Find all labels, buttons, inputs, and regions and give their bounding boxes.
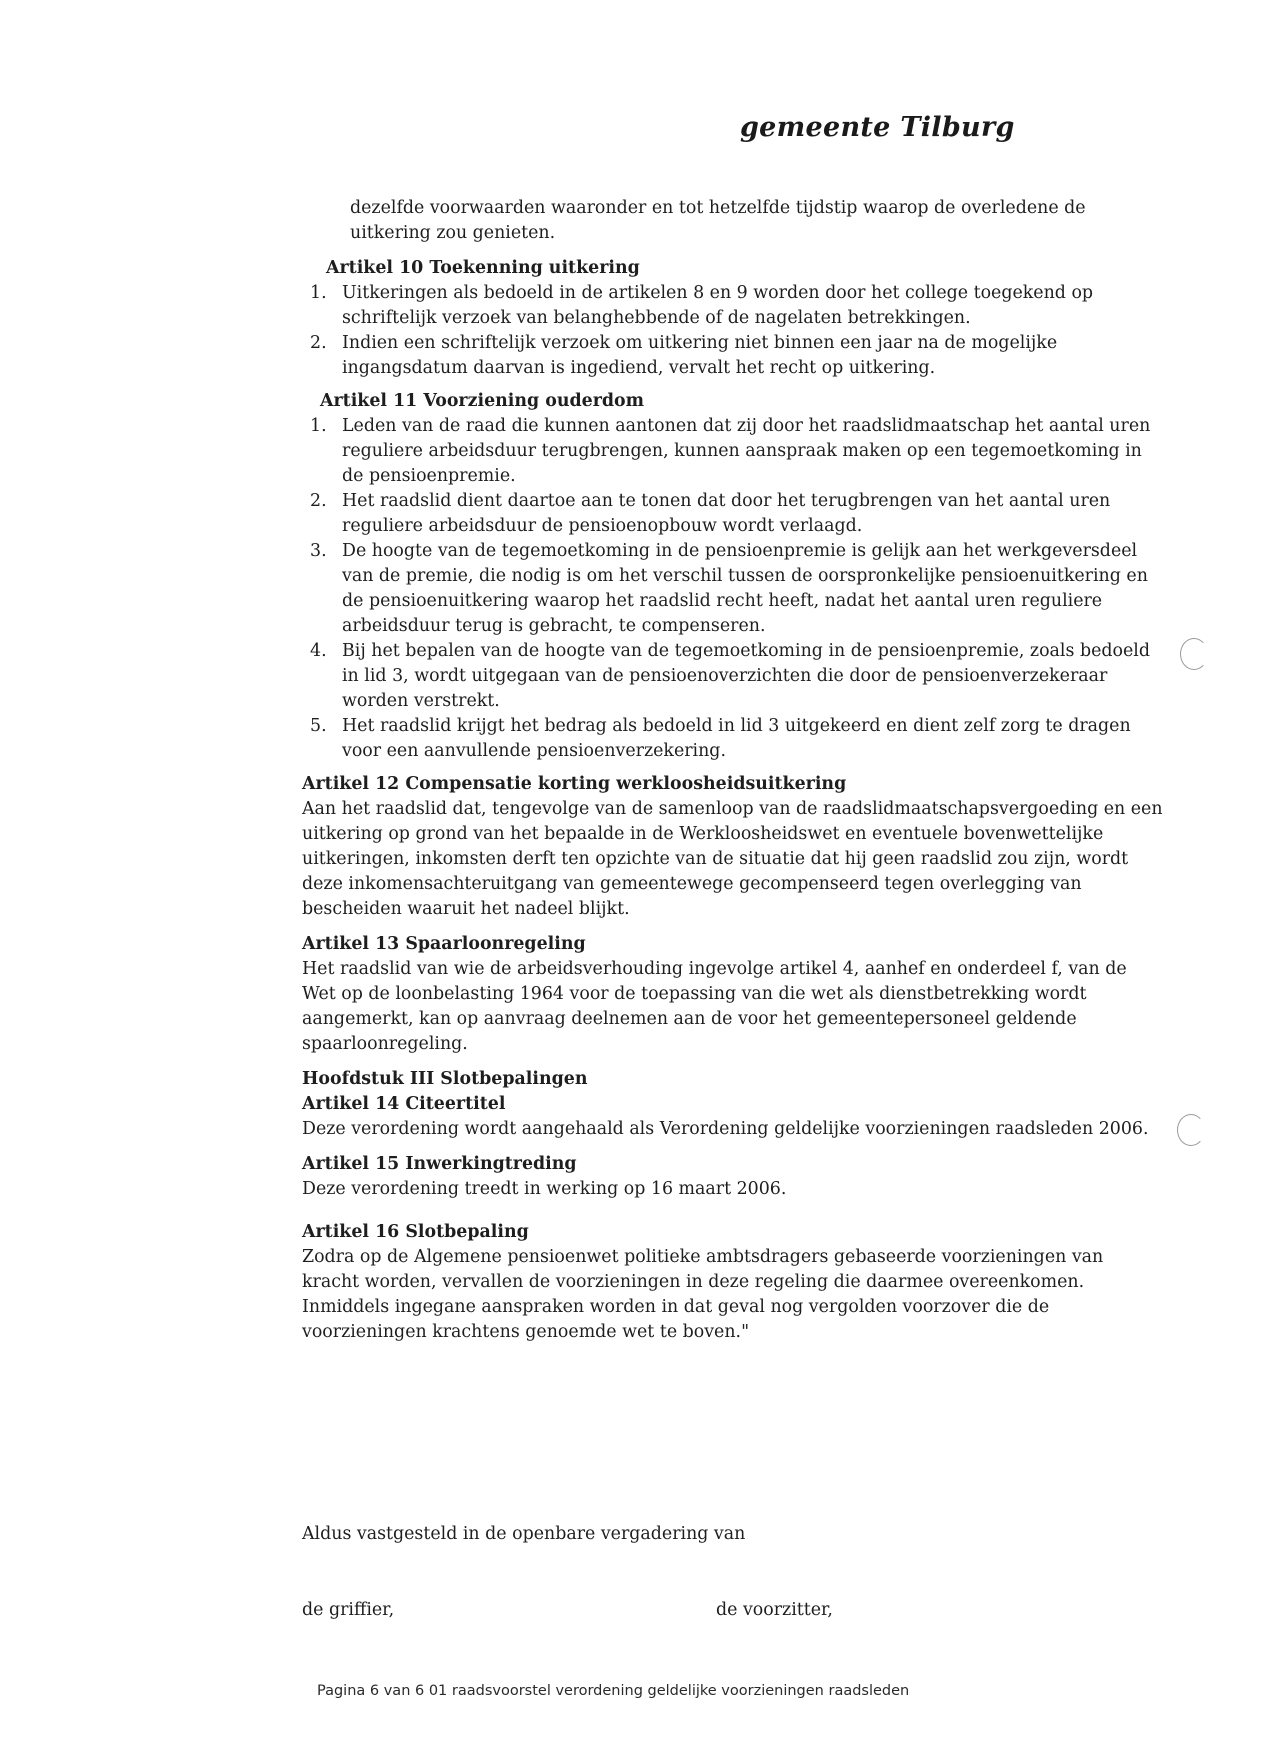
artikel-11-list	[310, 414, 1163, 764]
item-text: Bij het bepalen van de hoogte van de tegemoetkoming in de pensioenpremie, zoals bedoeld in lid 3, wordt uitgegaan van de pensioenoverzichten die door de pensioenverzekeraar worden verstrekt.	[342, 641, 1150, 711]
artikel-13-text: Het raadslid van wie de arbeidsverhouding ingevolge artikel 4, aanhef en onderdeel f, van de Wet op de loonbelasting 1964 voor de toepassing van die wet als dienstbetrekking wordt aangemerkt, kan op aanvraag deelnemen aan de voor het gemeentepersoneel geldende spaarloonregeling.	[302, 959, 1127, 1054]
artikel-12	[302, 772, 1163, 922]
hoofdstuk-3	[302, 1067, 1163, 1142]
list-item	[310, 414, 1163, 489]
griffier-signature-label: de griffier,	[302, 1600, 395, 1620]
item-number: 1.	[310, 283, 327, 303]
artikel-12-title: Artikel 12 Compensatie korting werkloosheidsuitkering	[302, 774, 847, 794]
punch-hole-mark	[1177, 1114, 1205, 1146]
list-item	[310, 489, 1163, 539]
item-text: Het raadslid dient daartoe aan te tonen dat door het terugbrengen van het aantal uren reguliere arbeidsduur de pensioenopbouw wordt verlaagd.	[342, 491, 1111, 536]
item-number: 3.	[310, 541, 327, 561]
item-text: Indien een schriftelijk verzoek om uitkering niet binnen een jaar na de mogelijke ingangsdatum daarvan is ingediend, vervalt het recht op uitkering.	[342, 333, 1058, 378]
artikel-10-list	[310, 281, 1183, 381]
item-number: 2.	[310, 333, 327, 353]
artikel-16-text: Zodra op de Algemene pensioenwet politieke ambtsdragers gebaseerde voorzieningen van kracht worden, vervallen de voorzieningen in deze regeling die daarmee overeenkomen. Inmiddels ingegane aanspraken worden in dat geval nog vergolden voorzover die de voorzieningen krachtens genoemde wet te boven."	[302, 1247, 1104, 1342]
item-number: 1.	[310, 416, 327, 436]
list-item	[310, 331, 1183, 381]
artikel-16-title: Artikel 16 Slotbepaling	[302, 1222, 529, 1242]
item-number: 2.	[310, 491, 327, 511]
list-item	[310, 281, 1183, 331]
punch-hole-mark	[1180, 638, 1208, 670]
artikel-10	[310, 256, 1163, 381]
artikel-12-text: Aan het raadslid dat, tengevolge van de samenloop van de raadslidmaatschapsvergoeding en een uitkering op grond van het bepaalde in de Werkloosheidswet en eventuele bovenwettelijke uitkeringen, inkomsten derft ten opzichte van de situatie dat hij geen raadslid zou zijn, wordt deze inkomensachteruitgang van gemeentewege gecompenseerd tegen overlegging van bescheiden waaruit het nadeel blijkt.	[302, 799, 1163, 919]
artikel-11-title: Artikel 11 Voorziening ouderdom	[320, 391, 645, 411]
artikel-15	[302, 1152, 1163, 1202]
list-item	[310, 714, 1163, 764]
voorzitter-signature-label: de voorzitter,	[716, 1600, 833, 1620]
document-header-title: gemeente Tilburg	[740, 112, 1015, 143]
artikel-13-title: Artikel 13 Spaarloonregeling	[302, 934, 586, 954]
item-text: Het raadslid krijgt het bedrag als bedoeld in lid 3 uitgekeerd en dient zelf zorg te dragen voor een aanvullende pensioenverzekering.	[342, 716, 1131, 761]
item-text: Uitkeringen als bedoeld in de artikelen 8 en 9 worden door het college toegekend op schriftelijk verzoek van belanghebbende of de nagelaten betrekkingen.	[342, 283, 1094, 328]
artikel-13	[302, 932, 1163, 1057]
adopted-statement: Aldus vastgesteld in de openbare vergadering van	[302, 1524, 746, 1544]
item-number: 5.	[310, 716, 327, 736]
list-item	[310, 639, 1163, 714]
artikel-14-text: Deze verordening wordt aangehaald als Verordening geldelijke voorzieningen raadsleden 2006.	[302, 1119, 1149, 1139]
item-text: De hoogte van de tegemoetkoming in de pensioenpremie is gelijk aan het werkgeversdeel van de premie, die nodig is om het verschil tussen de oorspronkelijke pensioenuitkering en de pensioenuitkering waarop het raadslid recht heeft, nadat het aantal uren reguliere arbeidsduur terug is gebracht, te compenseren.	[342, 541, 1148, 636]
list-item	[310, 539, 1163, 639]
document-body	[302, 196, 1163, 1345]
hoofdstuk-3-title: Hoofdstuk III Slotbepalingen	[302, 1069, 588, 1089]
artikel-14-title: Artikel 14 Citeertitel	[302, 1094, 506, 1114]
item-number: 4.	[310, 641, 327, 661]
artikel-10-title: Artikel 10 Toekenning uitkering	[326, 258, 640, 278]
artikel-11	[310, 389, 1163, 764]
item-text: Leden van de raad die kunnen aantonen dat zij door het raadslidmaatschap het aantal uren reguliere arbeidsduur terugbrengen, kunnen aanspraak maken op een tegemoetkoming in de pensioenpremie.	[342, 416, 1151, 486]
artikel-16	[302, 1220, 1163, 1345]
artikel-15-title: Artikel 15 Inwerkingtreding	[302, 1154, 577, 1174]
page-footer: Pagina 6 van 6 01 raadsvoorstel verordening geldelijke voorzieningen raadsleden	[317, 1683, 910, 1699]
artikel-15-text: Deze verordening treedt in werking op 16 maart 2006.	[302, 1179, 787, 1199]
intro-paragraph: dezelfde voorwaarden waaronder en tot hetzelfde tijdstip waarop de overledene de uitkering zou genieten.	[350, 198, 1086, 243]
